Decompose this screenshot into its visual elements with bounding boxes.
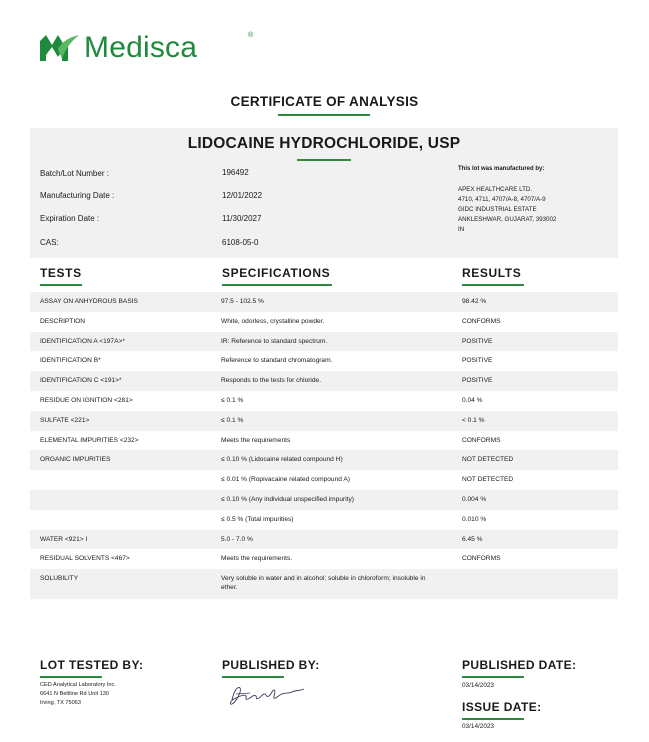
specifications-underline xyxy=(222,284,332,286)
table-row xyxy=(30,431,618,451)
test-name: IDENTIFICATION B* xyxy=(40,357,101,365)
table-row xyxy=(30,411,618,431)
test-result: 0.04 % xyxy=(462,396,483,404)
table-row xyxy=(30,391,618,411)
batch-label: Batch/Lot Number : xyxy=(40,169,109,178)
exp-date-label: Expiration Date : xyxy=(40,214,100,223)
registered-mark: ® xyxy=(248,32,254,39)
table-row xyxy=(30,351,618,371)
lot-tested-by-heading: LOT TESTED BY: xyxy=(40,658,144,672)
results-table xyxy=(30,292,618,599)
brand-name: Medisca xyxy=(84,31,198,64)
lab-line: Irving, TX 75063 xyxy=(40,700,81,706)
issue-date-underline xyxy=(462,718,524,720)
mfg-date-label: Manufacturing Date : xyxy=(40,191,115,200)
test-spec: ≤ 0.10 % (Lidocaine related compound H) xyxy=(221,456,343,464)
manufacturer-line: APEX HEALTHCARE LTD. xyxy=(458,186,533,193)
table-row xyxy=(30,549,618,569)
specifications-header: SPECIFICATIONS xyxy=(222,266,331,280)
lot-tested-underline xyxy=(40,676,102,678)
table-row xyxy=(30,332,618,352)
cas-label: CAS: xyxy=(40,238,59,247)
test-name: SULFATE <221> xyxy=(40,416,90,424)
table-row xyxy=(30,450,618,470)
test-result: POSITIVE xyxy=(462,337,493,345)
test-spec: ≤ 0.1 % xyxy=(221,396,244,404)
test-name: ASSAY ON ANHYDROUS BASIS xyxy=(40,298,138,305)
test-name: IDENTIFICATION C <191>* xyxy=(40,377,122,385)
mfg-date-value: 12/01/2022 xyxy=(222,191,263,200)
manufacturer-line: IN xyxy=(458,226,465,233)
test-result: NOT DETECTED xyxy=(462,456,514,464)
published-by-underline xyxy=(222,676,284,678)
published-by-heading: PUBLISHED BY: xyxy=(222,658,320,672)
test-name: RESIDUE ON IGNITION <281> xyxy=(40,396,133,404)
manufacturer-heading: This lot was manufactured by: xyxy=(458,166,545,172)
test-spec: Meets the requirements. xyxy=(221,555,293,563)
test-spec: IR: Reference to standard spectrum. xyxy=(221,337,328,345)
medisca-logo-icon xyxy=(38,31,80,65)
table-row xyxy=(30,569,618,599)
test-result: CONFORMS xyxy=(462,317,501,325)
test-spec: 97.5 - 102.5 % xyxy=(221,298,264,305)
test-name: RESIDUAL SOLVENTS <467> xyxy=(40,555,130,563)
test-result: NOT DETECTED xyxy=(462,476,514,484)
table-row xyxy=(30,371,618,391)
document-title: CERTIFICATE OF ANALYSIS xyxy=(230,94,419,109)
test-result: 6.45 % xyxy=(462,535,483,543)
published-date-underline xyxy=(462,676,524,678)
issue-date-heading: ISSUE DATE: xyxy=(462,700,542,714)
test-name: ELEMENTAL IMPURITIES <232> xyxy=(40,436,139,444)
test-result: 0.010 % xyxy=(462,515,487,523)
test-result: 98.42 % xyxy=(462,298,487,305)
test-result: POSITIVE xyxy=(462,377,493,385)
published-date-value: 03/14/2023 xyxy=(462,682,494,689)
test-result: < 0.1 % xyxy=(462,416,485,424)
table-row xyxy=(30,312,618,332)
exp-date-value: 11/30/2027 xyxy=(222,214,262,223)
test-spec: 5.0 - 7.0 % xyxy=(221,535,253,543)
test-name: SOLUBILITY xyxy=(40,575,79,583)
test-result: POSITIVE xyxy=(462,357,493,365)
test-result: CONFORMS xyxy=(462,555,501,563)
table-row xyxy=(30,470,618,490)
test-spec: White, odorless, crystalline powder. xyxy=(221,317,325,325)
product-name: LIDOCAINE HYDROCHLORIDE, USP xyxy=(187,135,461,152)
test-result: 0.004 % xyxy=(462,495,487,503)
tests-header: TESTS xyxy=(40,266,82,280)
published-date-heading: PUBLISHED DATE: xyxy=(462,658,577,672)
medisca-logo xyxy=(38,30,254,66)
test-name: DESCRIPTION xyxy=(40,317,86,325)
test-spec: ≤ 0.10 % (Any individual unspecified impurity) xyxy=(221,495,354,503)
issue-date-value: 03/14/2023 xyxy=(462,723,494,730)
results-header: RESULTS xyxy=(462,266,522,280)
test-name: ORGANIC IMPURITIES xyxy=(40,456,111,464)
test-name: IDENTIFICATION A <197A>* xyxy=(40,337,125,345)
cas-value: 6108-05-0 xyxy=(222,238,259,247)
lab-line: 6641 N Beltline Rd Unit 130 xyxy=(40,691,110,697)
table-row xyxy=(30,510,618,530)
manufacturer-line: ANKLESHWAR, GUJARAT, 393002 xyxy=(458,216,557,223)
tests-underline xyxy=(40,284,82,286)
table-row xyxy=(30,292,618,312)
test-name: WATER <921> I xyxy=(40,535,88,543)
test-spec: Responds to the tests for chloride. xyxy=(221,377,322,385)
test-result: CONFORMS xyxy=(462,436,501,444)
table-row xyxy=(30,490,618,510)
manufacturer-line: 4710, 4711, 4707/A-8, 4707/A-9 xyxy=(458,196,546,203)
batch-value: 196492 xyxy=(222,168,249,177)
test-spec: ≤ 0.5 % (Total impurities) xyxy=(221,515,294,523)
manufacturer-line: GIDC INDUSTRIAL ESTATE xyxy=(458,206,537,213)
table-row xyxy=(30,530,618,550)
test-spec: Very soluble in water and in alcohol; soluble in chloroform; insoluble in ether. xyxy=(221,575,426,592)
test-spec: Reference to standard chromatogram. xyxy=(221,357,333,365)
title-underline xyxy=(278,114,370,116)
product-underline xyxy=(297,159,351,161)
lab-line: CED Analytical Laboratory Inc. xyxy=(40,682,116,688)
test-spec: ≤ 0.01 % (Ropivacaine related compound A) xyxy=(221,476,350,484)
signature-icon xyxy=(226,682,306,708)
test-spec: Meets the requirements xyxy=(221,436,291,444)
results-underline xyxy=(462,284,524,286)
test-spec: ≤ 0.1 % xyxy=(221,416,244,424)
